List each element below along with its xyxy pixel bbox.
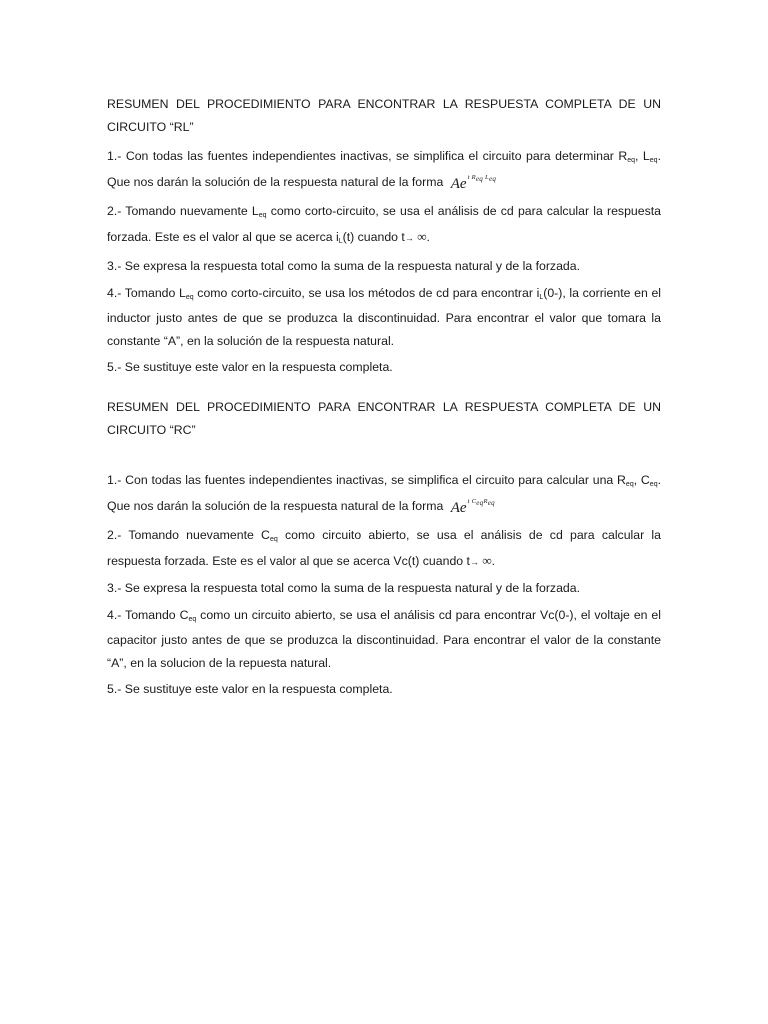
formula-exponent bbox=[468, 498, 495, 505]
formula-exp-part-2: L bbox=[483, 173, 489, 181]
formula-exp-sub-2: eq bbox=[487, 498, 495, 507]
rc-step-4-sub-1: eq bbox=[188, 615, 197, 623]
formula-exp-part-2: R bbox=[483, 497, 488, 505]
rl-step-1 bbox=[107, 145, 661, 196]
rl-step-5: 5.- Se sustituye este valor en la respuesta completa. bbox=[107, 360, 393, 374]
rc-step-1-text-c: . Que nos darán la solución de la respuesta natural de la forma bbox=[107, 473, 662, 513]
rl-natural-response-formula bbox=[450, 173, 497, 192]
rc-step-1-text-a: 1.- Con todas las fuentes independientes inactivas, se simplifica el circuito para calcular una R bbox=[107, 473, 626, 487]
rl-step-4-sub-2: L bbox=[539, 293, 544, 301]
rl-step-4-text-a: 4.- Tomando L bbox=[107, 285, 186, 300]
rl-step-1-sub-2: eq bbox=[649, 157, 658, 164]
rc-step-2-text-b: como circuito abierto, se usa el análisis de cd para calcular la respuesta forzada. Este es el valor al que se acerca Vc(t) cuando t bbox=[107, 528, 661, 568]
rl-section bbox=[107, 93, 661, 383]
formula-base: Ae bbox=[450, 499, 467, 516]
rl-step-4-sub-1: eq bbox=[185, 293, 194, 301]
rl-step-1-text-c: . Que nos darán la solución de la respuesta natural de la forma bbox=[107, 149, 661, 189]
rc-step-2 bbox=[107, 524, 661, 573]
rl-step-2-text-c: (t) cuando t bbox=[342, 229, 405, 244]
rl-step-4-text-c: (0-), la corriente en el inductor justo antes de que se produzca la discontinuidad. Para encontrar el valor que tomara la constante “A”, en la solución de la respuesta natural. bbox=[107, 285, 662, 348]
rl-step-1-text-a: 1.- Con todas las fuentes independientes inactivas, se simplifica el circuito para determinar R bbox=[107, 149, 628, 163]
rl-step-2-text-d: . bbox=[426, 229, 430, 244]
rl-step-2-text-b: como corto-circuito, se usa el análisis de cd para calcular la respuesta forzada. Este es el valor al que se acerca i bbox=[107, 204, 661, 244]
rc-step-1-sub-1: eq bbox=[625, 481, 634, 488]
rc-step-4 bbox=[107, 604, 661, 675]
arrow-icon: → bbox=[469, 556, 479, 567]
rl-step-2 bbox=[107, 200, 661, 251]
rl-step-1-text-b: , L bbox=[635, 149, 650, 163]
rl-step-2-sub-2: L bbox=[338, 237, 343, 245]
formula-exp-sub-1: eq bbox=[475, 174, 484, 183]
rc-step-1-sub-2: eq bbox=[649, 481, 658, 488]
rl-step-4-text-b: como corto-circuito, se usa los métodos de cd para encontrar i bbox=[193, 285, 540, 300]
rc-heading: RESUMEN DEL PROCEDIMIENTO PARA ENCONTRAR LA RESPUESTA COMPLETA DE UN CIRCUITO “RC” bbox=[107, 400, 661, 437]
rl-step-1-sub-1: eq bbox=[627, 157, 636, 164]
rl-step-4 bbox=[107, 282, 661, 353]
rc-step-4-text-a: 4.- Tomando C bbox=[107, 607, 189, 622]
formula-exp-sub-2: eq bbox=[488, 174, 497, 183]
rl-step-2-text-a: 2.- Tomando nuevamente L bbox=[107, 204, 259, 218]
rl-heading: RESUMEN DEL PROCEDIMIENTO PARA ENCONTRAR LA RESPUESTA COMPLETA DE UN CIRCUITO “RL” bbox=[107, 97, 661, 134]
rc-section bbox=[107, 396, 661, 705]
rc-step-5: 5.- Se sustituye este valor en la respuesta completa. bbox=[107, 682, 393, 696]
formula-exp-part-1: t C bbox=[467, 497, 477, 505]
infinity-icon: ∞ bbox=[482, 552, 492, 568]
rc-step-2-text-a: 2.- Tomando nuevamente C bbox=[107, 528, 270, 542]
formula-base: Ae bbox=[450, 175, 467, 192]
rl-step-3: 3.- Se expresa la respuesta total como la suma de la respuesta natural y de la forzada. bbox=[107, 259, 581, 273]
formula-exp-part-1: t R bbox=[467, 173, 476, 181]
rc-step-1-text-b: , C bbox=[633, 473, 650, 487]
rl-step-2-sub-1: eq bbox=[258, 212, 267, 219]
rc-step-2-sub-1: eq bbox=[269, 536, 278, 543]
infinity-icon: ∞ bbox=[417, 228, 427, 244]
rc-step-2-text-d: . bbox=[491, 553, 496, 568]
rc-step-4-text-b: como un circuito abierto, se usa el análisis cd para encontrar Vc(0-), el voltaje en el capacitor justo antes de que se produzca la discontinuidad. Para encontrar el valor de la constante “A”, en la solucion de la repuesta natural. bbox=[107, 607, 661, 670]
formula-exp-sub-1: eq bbox=[476, 498, 484, 507]
rc-natural-response-formula bbox=[450, 497, 495, 516]
formula-exponent bbox=[468, 174, 497, 181]
arrow-icon: → bbox=[404, 232, 414, 243]
rc-step-3: 3.- Se expresa la respuesta total como la suma de la respuesta natural y de la forzada. bbox=[107, 581, 581, 595]
rc-step-1 bbox=[107, 469, 661, 520]
